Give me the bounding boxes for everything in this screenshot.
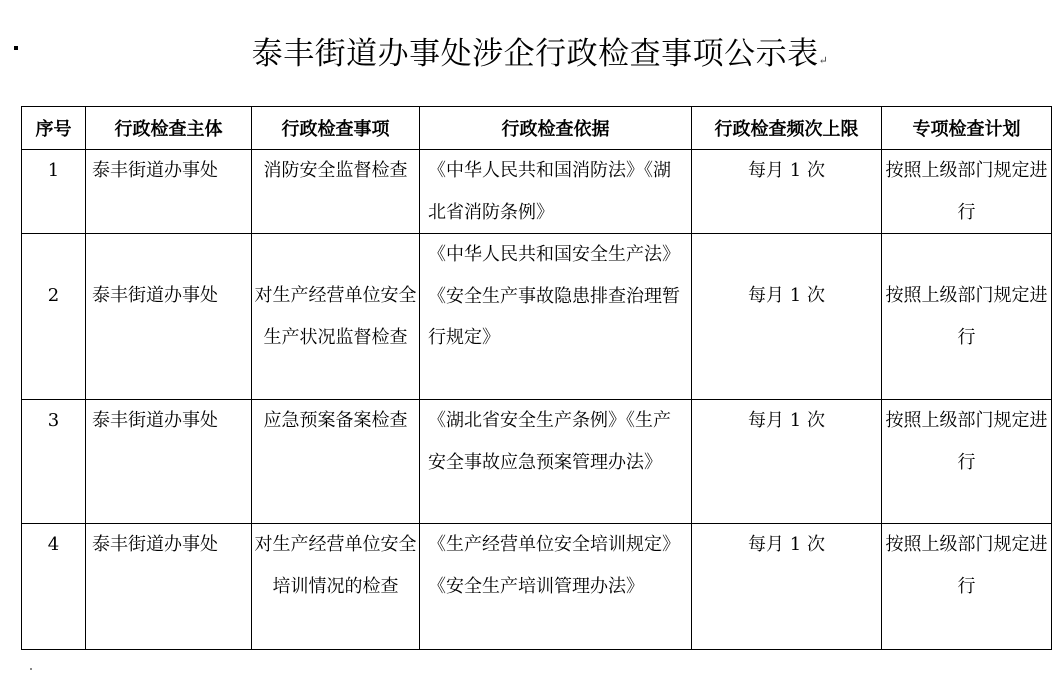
table-row bbox=[22, 150, 1052, 234]
row-freq: 每月 1 次 bbox=[692, 400, 882, 524]
row-item: 应急预案备案检查 bbox=[252, 400, 420, 524]
row-freq-cell bbox=[692, 234, 882, 400]
header-plan: 专项检查计划 bbox=[882, 107, 1052, 150]
row-item-cell bbox=[252, 234, 420, 400]
row-basis: 《中华人民共和国消防法》《湖北省消防条例》 bbox=[420, 150, 692, 234]
row-basis: 《湖北省安全生产条例》《生产安全事故应急预案管理办法》 bbox=[420, 400, 692, 524]
table-row bbox=[22, 400, 1052, 524]
header-basis: 行政检查依据 bbox=[420, 107, 692, 150]
row-number-cell bbox=[22, 234, 86, 400]
header-no: 序号 bbox=[22, 107, 86, 150]
stray-dot bbox=[30, 668, 32, 670]
table-row bbox=[22, 234, 1052, 400]
row-org: 泰丰街道办事处 bbox=[86, 400, 252, 524]
row-plan: 按照上级部门规定进行 bbox=[882, 400, 1052, 524]
row-plan-cell bbox=[882, 234, 1052, 400]
row-item: 消防安全监督检查 bbox=[252, 150, 420, 234]
row-number: 2 bbox=[47, 285, 60, 306]
row-org: 泰丰街道办事处 bbox=[86, 524, 252, 650]
row-freq: 每月 1 次 bbox=[748, 285, 825, 306]
row-number: 3 bbox=[22, 400, 86, 524]
row-org: 泰丰街道办事处 bbox=[86, 150, 252, 234]
row-item: 对生产经营单位安全生产状况监督检查 bbox=[254, 285, 417, 348]
row-item: 对生产经营单位安全培训情况的检查 bbox=[252, 524, 420, 650]
row-org-cell bbox=[86, 234, 252, 400]
document-title: 泰丰街道办事处涉企行政检查事项公示表↵ bbox=[251, 36, 829, 72]
row-basis: 《生产经营单位安全培训规定》《安全生产培训管理办法》 bbox=[420, 524, 692, 650]
row-org: 泰丰街道办事处 bbox=[92, 285, 218, 306]
table-header-row bbox=[22, 107, 1052, 150]
header-freq: 行政检查频次上限 bbox=[692, 107, 882, 150]
row-freq: 每月 1 次 bbox=[692, 150, 882, 234]
header-org: 行政检查主体 bbox=[86, 107, 252, 150]
row-plan: 按照上级部门规定进行 bbox=[882, 524, 1052, 650]
row-number: 4 bbox=[22, 524, 86, 650]
row-plan: 按照上级部门规定进行 bbox=[882, 150, 1052, 234]
header-item: 行政检查事项 bbox=[252, 107, 420, 150]
inspection-table bbox=[21, 106, 1052, 650]
row-number: 1 bbox=[22, 150, 86, 234]
row-basis: 《中华人民共和国安全生产法》《安全生产事故隐患排查治理暂行规定》 bbox=[420, 234, 692, 400]
row-freq: 每月 1 次 bbox=[692, 524, 882, 650]
row-plan: 按照上级部门规定进行 bbox=[885, 285, 1048, 348]
table-row bbox=[22, 524, 1052, 650]
